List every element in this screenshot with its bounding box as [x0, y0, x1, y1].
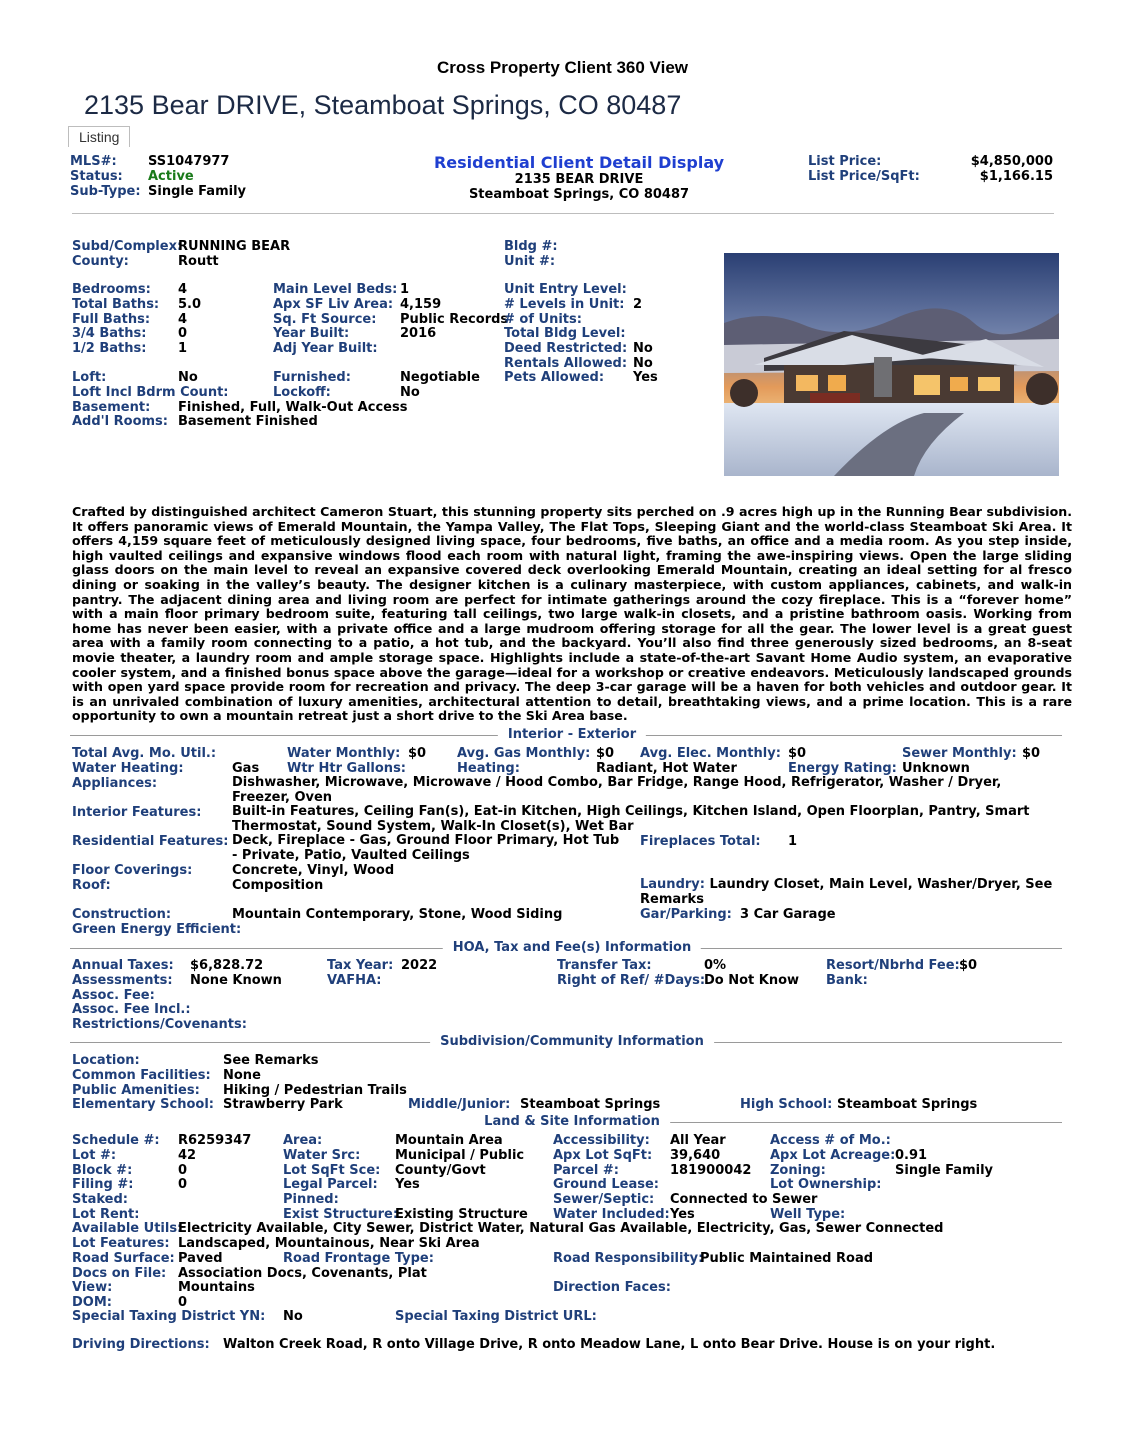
util-label: Total Avg. Mo. Util.:	[72, 746, 217, 761]
interior-features-value: Built-in Features, Ceiling Fan(s), Eat-in Kitchen, High Ceilings, Kitchen Island, Open Floorplan, Pantry, Smart Thermostat, Sound System, Walk-In Closet(s), Wet Bar	[232, 804, 1030, 834]
mls-label: MLS#:	[70, 154, 117, 169]
unit-label: Unit #:	[504, 254, 556, 269]
three-quarter-baths-value: 0	[178, 326, 188, 341]
well-type-label: Well Type:	[770, 1207, 846, 1222]
pinned-label: Pinned:	[283, 1192, 339, 1207]
amenities-label: Public Amenities:	[72, 1083, 200, 1098]
construction-label: Construction:	[72, 907, 172, 922]
addl-rooms-label: Add'l Rooms:	[72, 414, 168, 429]
taxes-value: $6,828.72	[190, 958, 264, 973]
furnished-value: Negotiable	[400, 370, 480, 385]
display-title[interactable]: Residential Client Detail Display	[433, 153, 725, 172]
ownership-label: Lot Ownership:	[770, 1177, 882, 1192]
sewer-monthly-label: Sewer Monthly:	[902, 746, 1017, 761]
water-heating-label: Water Heating:	[72, 761, 184, 776]
lot-sqft-label: Apx Lot SqFt:	[553, 1148, 653, 1163]
location-value: See Remarks	[223, 1053, 319, 1068]
bank-label: Bank:	[826, 973, 868, 988]
units-label: # of Units:	[504, 312, 582, 327]
elec-monthly-label: Avg. Elec. Monthly:	[640, 746, 781, 761]
legal-label: Legal Parcel:	[283, 1177, 378, 1192]
total-baths-value: 5.0	[178, 297, 202, 312]
high-value: Steamboat Springs	[837, 1097, 978, 1112]
property-remarks: Crafted by distinguished architect Cameron Stuart, this stunning property sits perched on .9 acres high up in the Running Bear subdivision. It offers panoramic views of Emerald Mountain, the Yampa Valley, The Flat Tops, Sleeping Giant and the world-class Steamboat Ski Area. It offers 4,159 square feet of meticulously designed living space, four bedrooms, five baths, an office and a media room. As you step inside, high vaulted ceilings and expansive windows flood each room with natural light, framing the awe-inspiring views. Open the large sliding glass doors on the main level to reveal an expansive covered deck overlooking Emerald Mountain, creating an ideal setting for al fresco dining or soaking in the valley’s beauty. The designer kitchen is a culinary masterpiece, with custom appliances, cabinets, and walk-in pantry. The adjacent dining area and living room are perfect for intimate gatherings around the cozy fireplace. This is a “forever home” with a main floor primary bedroom suite, featuring tall ceilings, two large walk-in closets, and a pristine bathroom oasis. Working from home has never been easier, with a private office and a large mudroom offering storage for all the gear. The lower level is a great guest area with a family room connecting to a patio, a hot tub, and the backyard. You’ll also find three generously sized bedrooms, an 8-seat movie theater, a laundry room and ample storage space. Highlights include a state-of-the-art Savant Home Audio system, an evaporative cooler system, and a finished bonus space above the garage—ideal for a workshop or creative endeavors. Meticulously landscaped grounds with open yard space provide room for recreation and privacy. The deep 3-car garage will be a haven for both vehicles and outdoor gear. It is an unrivaled combination of luxury amenities, architectural attention to detail, breathtaking views, and a prime location. This is a rare opportunity to own a mountain retreat just a short drive to the Ski Area base.	[72, 504, 1072, 724]
appliances-label: Appliances:	[72, 776, 158, 791]
lot-src-label: Lot SqFt Sce:	[283, 1163, 381, 1178]
tax-year-label: Tax Year:	[327, 958, 394, 973]
access-label: Accessibility:	[553, 1133, 650, 1148]
heating-label: Heating:	[457, 761, 520, 776]
middle-label: Middle/Junior:	[408, 1097, 511, 1112]
assess-label: Assessments:	[72, 973, 173, 988]
exist-structure-value: Existing Structure	[395, 1207, 528, 1222]
half-baths-value: 1	[178, 341, 188, 356]
exist-structure-label: Exist Structure:	[283, 1207, 399, 1222]
street-address: 2135 BEAR DRIVE	[514, 172, 644, 187]
loft-label: Loft:	[72, 370, 107, 385]
lot-src-value: County/Govt	[395, 1163, 486, 1178]
levels-value: 2	[633, 297, 643, 312]
std-url-label: Special Taxing District URL:	[395, 1309, 597, 1324]
transfer-value: 0%	[704, 958, 727, 973]
acreage-value: 0.91	[895, 1148, 928, 1163]
access-mo-label: Access # of Mo.:	[770, 1133, 891, 1148]
high-label: High School:	[740, 1097, 833, 1112]
filing-value: 0	[178, 1177, 188, 1192]
driving-value: Walton Creek Road, R onto Village Drive, R onto Meadow Lane, L onto Bear Drive. House is on your right.	[223, 1337, 996, 1352]
facilities-label: Common Facilities:	[72, 1068, 211, 1083]
middle-value: Steamboat Springs	[520, 1097, 661, 1112]
ground-lease-label: Ground Lease:	[553, 1177, 659, 1192]
block-label: Block #:	[72, 1163, 133, 1178]
half-baths-label: 1/2 Baths:	[72, 341, 147, 356]
section-title: Subdivision/Community Information	[430, 1034, 714, 1049]
price-sqft: $1,166.15	[979, 169, 1053, 184]
elem-value: Strawberry Park	[223, 1097, 343, 1112]
rentals-value: No	[633, 356, 653, 371]
schedule-value: R6259347	[178, 1133, 252, 1148]
sf-source-value: Public Records	[400, 312, 509, 327]
transfer-label: Transfer Tax:	[557, 958, 652, 973]
section-title: Interior - Exterior	[498, 727, 646, 742]
lot-sqft-value: 39,640	[670, 1148, 721, 1163]
entry-level-label: Unit Entry Level:	[504, 282, 627, 297]
gas-monthly-value: $0	[596, 746, 615, 761]
block-value: 0	[178, 1163, 188, 1178]
parcel-label: Parcel #:	[553, 1163, 619, 1178]
view-value: Mountains	[178, 1280, 255, 1295]
mls-number: SS1047977	[148, 154, 230, 169]
lot-features-label: Lot Features:	[72, 1236, 170, 1251]
total-baths-label: Total Baths:	[72, 297, 160, 312]
water-incl-label: Water Included:	[553, 1207, 670, 1222]
rofr-value: Do Not Know	[704, 973, 800, 988]
sf-value: 4,159	[400, 297, 442, 312]
floor-label: Floor Coverings:	[72, 863, 193, 878]
docs-label: Docs on File:	[72, 1266, 167, 1281]
lockoff-value: No	[400, 385, 420, 400]
resort-value: $0	[959, 958, 978, 973]
basement-value: Finished, Full, Walk-Out Access	[178, 400, 408, 415]
construction-value: Mountain Contemporary, Stone, Wood Siding	[232, 907, 563, 922]
report-title: Cross Property Client 360 View	[436, 58, 688, 77]
roof-label: Roof:	[72, 878, 111, 893]
list-price-label: List Price:	[808, 154, 882, 169]
section-land	[70, 1114, 1062, 1130]
facilities-value: None	[223, 1068, 261, 1083]
heating-value: Radiant, Hot Water	[596, 761, 737, 776]
subd-value: RUNNING BEAR	[178, 239, 291, 254]
section-hoa	[70, 940, 1062, 956]
std-label: Special Taxing District YN:	[72, 1309, 266, 1324]
addl-rooms-value: Basement Finished	[178, 414, 318, 429]
section-community	[70, 1034, 1062, 1050]
main-beds-value: 1	[400, 282, 410, 297]
loft-value: No	[178, 370, 198, 385]
elem-label: Elementary School:	[72, 1097, 215, 1112]
page-title: 2135 Bear DRIVE, Steamboat Springs, CO 80487	[84, 90, 682, 120]
assoc-fee-label: Assoc. Fee:	[72, 988, 155, 1003]
tax-year-value: 2022	[401, 958, 438, 973]
section-title: Land & Site Information	[474, 1114, 670, 1129]
fireplaces-label: Fireplaces Total:	[640, 834, 761, 849]
zoning-value: Single Family	[895, 1163, 994, 1178]
sf-label: Apx SF Liv Area:	[273, 297, 394, 312]
full-baths-value: 4	[178, 312, 188, 327]
year-built-label: Year Built:	[273, 326, 350, 341]
acreage-label: Apx Lot Acreage:	[770, 1148, 896, 1163]
deed-label: Deed Restricted:	[504, 341, 628, 356]
laundry-row	[640, 878, 1060, 907]
bedrooms-label: Bedrooms:	[72, 282, 151, 297]
sewer-monthly-value: $0	[1022, 746, 1041, 761]
water-heating-value: Gas	[232, 761, 260, 776]
dom-label: DOM:	[72, 1295, 112, 1310]
laundry-value: Laundry Closet, Main Level, Washer/Dryer, See Remarks	[640, 877, 1053, 907]
laundry-label: Laundry:	[640, 877, 705, 892]
assess-value: None Known	[190, 973, 282, 988]
full-baths-label: Full Baths:	[72, 312, 151, 327]
loft-bdrm-label: Loft Incl Bdrm Count:	[72, 385, 229, 400]
interior-features-label: Interior Features:	[72, 805, 202, 820]
subd-label: Subd/Complex:	[72, 239, 183, 254]
lot-rent-label: Lot Rent:	[72, 1207, 140, 1222]
green-label: Green Energy Efficient:	[72, 922, 242, 937]
water-incl-value: Yes	[670, 1207, 695, 1222]
assoc-incl-label: Assoc. Fee Incl.:	[72, 1002, 191, 1017]
driving-label: Driving Directions:	[72, 1337, 210, 1352]
road-resp-value: Public Maintained Road	[700, 1251, 874, 1266]
dom-value: 0	[178, 1295, 188, 1310]
section-title: HOA, Tax and Fee(s) Information	[443, 940, 701, 955]
basement-label: Basement:	[72, 400, 151, 415]
appliances-value: Dishwasher, Microwave, Microwave / Hood Combo, Bar Fridge, Range Hood, Refrigerator, Washer / Dryer, Freezer, Oven	[232, 775, 1002, 805]
sewer-value: Connected to Sewer	[670, 1192, 818, 1207]
elec-monthly-value: $0	[788, 746, 807, 761]
lot-features-value: Landscaped, Mountainous, Near Ski Area	[178, 1236, 480, 1251]
location-label: Location:	[72, 1053, 140, 1068]
floor-value: Concrete, Vinyl, Wood	[232, 863, 395, 878]
gas-monthly-label: Avg. Gas Monthly:	[457, 746, 591, 761]
deed-value: No	[633, 341, 653, 356]
garage-label: Gar/Parking:	[640, 907, 732, 922]
view-label: View:	[72, 1280, 113, 1295]
area-label: Area:	[283, 1133, 323, 1148]
section-interior-exterior	[70, 727, 1062, 743]
property-photo[interactable]	[724, 253, 1059, 476]
area-value: Mountain Area	[395, 1133, 503, 1148]
amenities-value: Hiking / Pedestrian Trails	[223, 1083, 407, 1098]
lot-label: Lot #:	[72, 1148, 117, 1163]
list-price: $4,850,000	[970, 154, 1053, 169]
status-value: Active	[148, 169, 194, 184]
std-value: No	[283, 1309, 303, 1324]
docs-value: Association Docs, Covenants, Plat	[178, 1266, 427, 1281]
legal-value: Yes	[395, 1177, 420, 1192]
total-bldg-label: Total Bldg Level:	[504, 326, 626, 341]
status-label: Status:	[70, 169, 123, 184]
adj-year-label: Adj Year Built:	[273, 341, 378, 356]
res-features-label: Residential Features:	[72, 834, 229, 849]
schedule-label: Schedule #:	[72, 1133, 160, 1148]
county-value: Routt	[178, 254, 219, 269]
utils-label: Available Utils:	[72, 1221, 183, 1236]
res-features-value: Deck, Fireplace - Gas, Ground Floor Primary, Hot Tub - Private, Patio, Vaulted Ceilings	[232, 833, 620, 863]
roof-value: Composition	[232, 878, 324, 893]
water-src-value: Municipal / Public	[395, 1148, 525, 1163]
main-beds-label: Main Level Beds:	[273, 282, 398, 297]
lockoff-label: Lockoff:	[273, 385, 331, 400]
tab-listing[interactable]: Listing	[68, 126, 130, 147]
rofr-label: Right of Ref/ #Days:	[557, 973, 706, 988]
year-built-value: 2016	[400, 326, 437, 341]
rentals-label: Rentals Allowed:	[504, 356, 628, 371]
subtype-label: Sub-Type:	[70, 184, 141, 199]
sewer-label: Sewer/Septic:	[553, 1192, 655, 1207]
road-surface-value: Paved	[178, 1251, 223, 1266]
divider	[72, 213, 1054, 214]
three-quarter-baths-label: 3/4 Baths:	[72, 326, 147, 341]
pets-label: Pets Allowed:	[504, 370, 605, 385]
direction-label: Direction Faces:	[553, 1280, 671, 1295]
sf-source-label: Sq. Ft Source:	[273, 312, 377, 327]
fireplaces-value: 1	[788, 834, 798, 849]
pets-value: Yes	[633, 370, 658, 385]
parcel-value: 181900042	[670, 1163, 752, 1178]
vafha-label: VAFHA:	[327, 973, 382, 988]
staked-label: Staked:	[72, 1192, 128, 1207]
garage-value: 3 Car Garage	[740, 907, 836, 922]
road-resp-label: Road Responsibility:	[553, 1251, 704, 1266]
levels-label: # Levels in Unit:	[504, 297, 625, 312]
bedrooms-value: 4	[178, 282, 188, 297]
water-monthly-label: Water Monthly:	[287, 746, 401, 761]
lot-value: 42	[178, 1148, 197, 1163]
county-label: County:	[72, 254, 129, 269]
energy-label: Energy Rating:	[788, 761, 897, 776]
utils-value: Electricity Available, City Sewer, District Water, Natural Gas Available, Electricity, Gas, Sewer Connected	[178, 1221, 944, 1236]
subtype-value: Single Family	[148, 184, 247, 199]
zoning-label: Zoning:	[770, 1163, 826, 1178]
furnished-label: Furnished:	[273, 370, 351, 385]
bldg-label: Bldg #:	[504, 239, 558, 254]
taxes-label: Annual Taxes:	[72, 958, 174, 973]
city-address: Steamboat Springs, CO 80487	[468, 187, 690, 202]
frontage-label: Road Frontage Type:	[283, 1251, 434, 1266]
road-surface-label: Road Surface:	[72, 1251, 175, 1266]
restrictions-label: Restrictions/Covenants:	[72, 1017, 247, 1032]
water-monthly-value: $0	[408, 746, 427, 761]
wtr-htr-label: Wtr Htr Gallons:	[287, 761, 406, 776]
filing-label: Filing #:	[72, 1177, 134, 1192]
water-src-label: Water Src:	[283, 1148, 361, 1163]
access-value: All Year	[670, 1133, 726, 1148]
resort-label: Resort/Nbrhd Fee:	[826, 958, 960, 973]
price-sqft-label: List Price/SqFt:	[808, 169, 920, 184]
energy-value: Unknown	[902, 761, 970, 776]
